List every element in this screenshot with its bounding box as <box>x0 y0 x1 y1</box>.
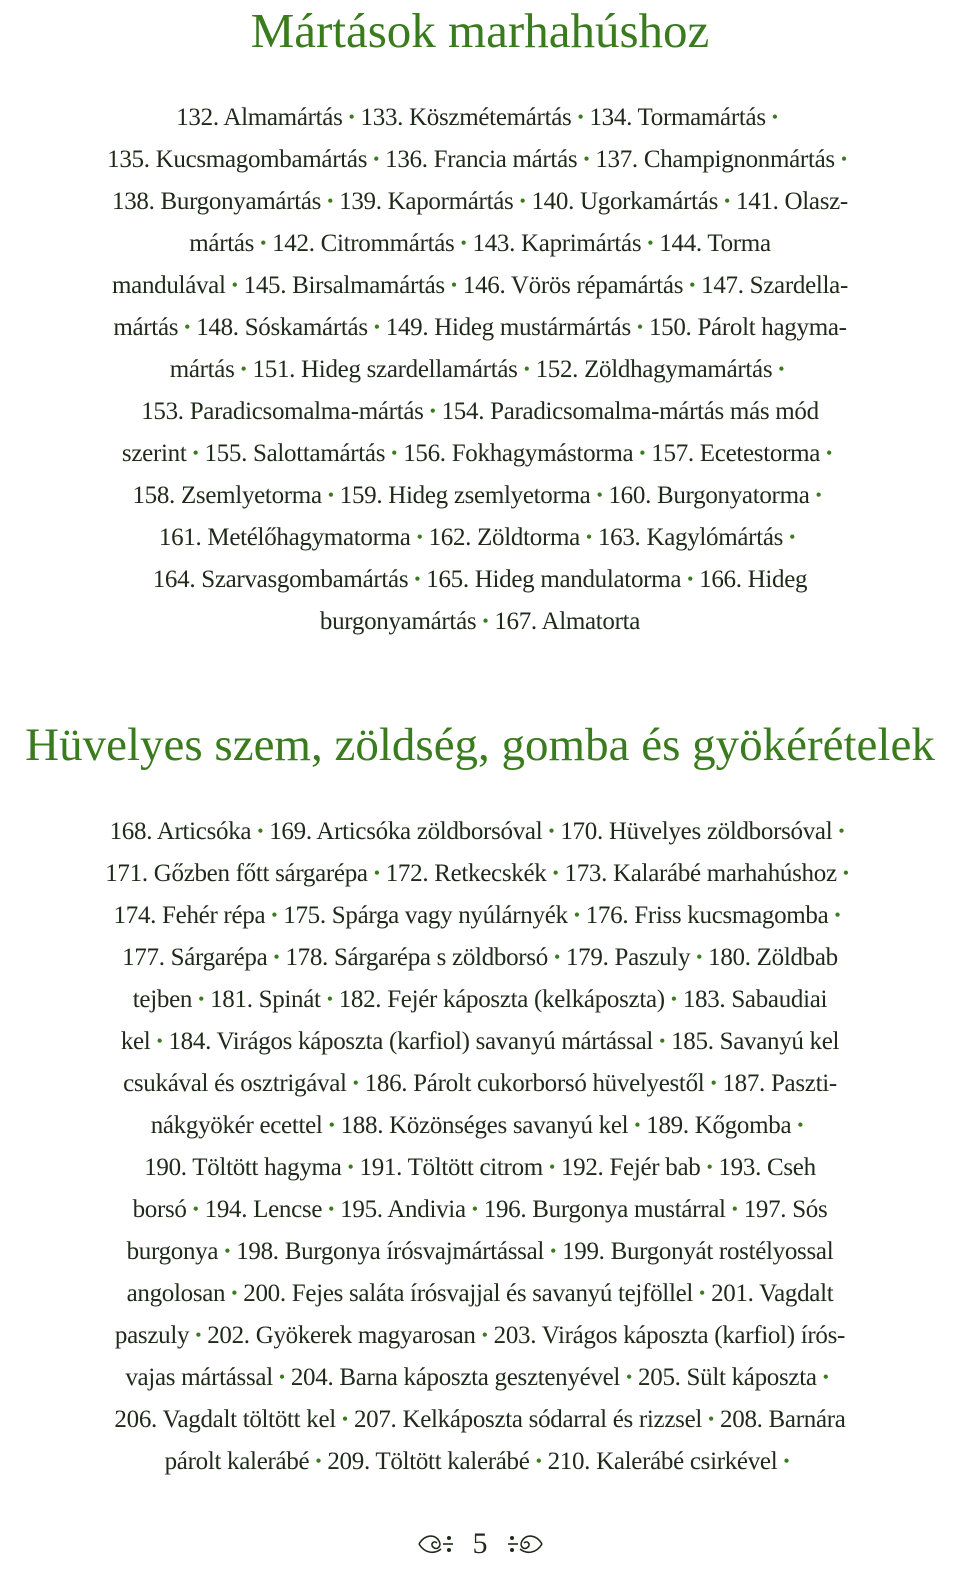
bullet-separator-icon: • <box>838 821 845 841</box>
bullet-separator-icon: • <box>708 1409 715 1429</box>
bullet-separator-icon: • <box>670 989 677 1009</box>
bullet-separator-icon: • <box>192 443 199 463</box>
bullet-separator-icon: • <box>634 1115 641 1135</box>
bullet-separator-icon: • <box>687 569 694 589</box>
recipe-entry: 146. Vörös répamártás <box>462 272 684 299</box>
recipe-entry: 138. Burgonyamártás <box>112 188 322 215</box>
recipe-entry: 156. Fokhagymástorma <box>403 440 634 467</box>
bullet-separator-icon: • <box>596 485 603 505</box>
bullet-separator-icon: • <box>328 1199 335 1219</box>
page-number: 5 <box>472 1527 488 1560</box>
recipe-line <box>0 348 960 390</box>
bullet-separator-icon: • <box>548 1157 555 1177</box>
recipe-entry: 145. Birsalmamártás <box>243 272 445 299</box>
recipe-entry: 184. Virágos káposzta (karfiol) savanyú mártással <box>168 1028 654 1055</box>
recipe-entry: mártás <box>189 230 255 257</box>
recipe-line <box>0 1314 960 1356</box>
bullet-separator-icon: • <box>696 947 703 967</box>
page-footer <box>0 1522 960 1566</box>
recipe-line <box>0 516 960 558</box>
recipe-entry: 183. Sabaudiai <box>682 986 828 1013</box>
recipe-line <box>0 1104 960 1146</box>
recipe-entry: 163. Kagylómártás <box>597 524 784 551</box>
recipe-line <box>0 264 960 306</box>
recipe-entry: 197. Sós <box>743 1196 828 1223</box>
recipe-entry: burgonya <box>126 1238 219 1265</box>
bullet-separator-icon: • <box>373 149 380 169</box>
recipe-line <box>0 558 960 600</box>
bullet-separator-icon: • <box>822 1367 829 1387</box>
recipe-entry: 166. Hideg <box>699 566 808 593</box>
bullet-separator-icon: • <box>699 1283 706 1303</box>
recipe-entry: 149. Hideg mustármártás <box>385 314 631 341</box>
recipe-entry: 202. Gyökerek magyarosan <box>207 1322 476 1349</box>
recipe-line <box>0 180 960 222</box>
recipe-entry: 167. Almatorta <box>494 608 641 635</box>
recipe-list-sauces <box>0 96 960 642</box>
recipe-entry: csukával és osztrigával <box>123 1070 347 1097</box>
bullet-separator-icon: • <box>416 527 423 547</box>
recipe-line <box>0 1356 960 1398</box>
recipe-entry: 168. Articsóka <box>109 818 252 845</box>
recipe-entry: 201. Vagdalt <box>711 1280 834 1307</box>
bullet-separator-icon: • <box>535 1451 542 1471</box>
recipe-line <box>0 1146 960 1188</box>
recipe-entry: tejben <box>132 986 193 1013</box>
recipe-entry: angolosan <box>126 1280 226 1307</box>
recipe-line <box>0 306 960 348</box>
recipe-entry: 152. Zöldhagymamártás <box>535 356 773 383</box>
recipe-entry: mártás <box>113 314 179 341</box>
recipe-entry: 162. Zöldtorma <box>428 524 580 551</box>
recipe-entry: 139. Kapormártás <box>339 188 514 215</box>
recipe-entry: 173. Kalarábé marhahúshoz <box>564 860 837 887</box>
recipe-entry: 135. Kucsmagombamártás <box>107 146 368 173</box>
recipe-entry: 208. Barnára <box>720 1406 846 1433</box>
bullet-separator-icon: • <box>519 191 526 211</box>
recipe-entry: 161. Metélőhagymatorma <box>158 524 411 551</box>
recipe-entry: 180. Zöldbab <box>708 944 838 971</box>
recipe-line <box>0 390 960 432</box>
bullet-separator-icon: • <box>583 149 590 169</box>
recipe-entry: 187. Paszti- <box>722 1070 837 1097</box>
recipe-entry: mártás <box>169 356 235 383</box>
recipe-entry: 176. Friss kucsmagomba <box>585 902 829 929</box>
bullet-separator-icon: • <box>783 1451 790 1471</box>
recipe-entry: 154. Paradicsomalma-mártás más mód <box>441 398 819 425</box>
recipe-entry: 148. Sóskamártás <box>196 314 368 341</box>
bullet-separator-icon: • <box>352 1073 359 1093</box>
recipe-entry: 181. Spinát <box>210 986 321 1013</box>
bullet-separator-icon: • <box>577 107 584 127</box>
bullet-separator-icon: • <box>789 527 796 547</box>
bullet-separator-icon: • <box>347 1157 354 1177</box>
bullet-separator-icon: • <box>481 1325 488 1345</box>
recipe-entry: 204. Barna káposzta gesztenyével <box>290 1364 621 1391</box>
bullet-separator-icon: • <box>731 1199 738 1219</box>
bullet-separator-icon: • <box>471 1199 478 1219</box>
bullet-separator-icon: • <box>231 275 238 295</box>
recipe-line <box>0 96 960 138</box>
recipe-entry: 186. Párolt cukorborsó hüvelyestől <box>364 1070 705 1097</box>
bullet-separator-icon: • <box>706 1157 713 1177</box>
recipe-entry: 133. Köszmétemártás <box>360 104 572 131</box>
recipe-entry: 182. Fejér káposzta (kelkáposzta) <box>338 986 665 1013</box>
bullet-separator-icon: • <box>626 1367 633 1387</box>
bullet-separator-icon: • <box>636 317 643 337</box>
recipe-entry: 142. Citrommártás <box>272 230 455 257</box>
recipe-entry: burgonyamártás <box>319 608 477 635</box>
recipe-line <box>0 852 960 894</box>
recipe-line <box>0 1188 960 1230</box>
recipe-entry: 134. Tormamártás <box>589 104 766 131</box>
recipe-entry: 153. Paradicsomalma-mártás <box>141 398 424 425</box>
recipe-line <box>0 978 960 1020</box>
recipe-entry: 196. Burgonya mustárral <box>483 1196 726 1223</box>
recipe-entry: mandulával <box>112 272 226 299</box>
bullet-separator-icon: • <box>482 611 489 631</box>
recipe-line <box>0 810 960 852</box>
recipe-entry: 188. Közönséges savanyú kel <box>340 1112 629 1139</box>
recipe-entry: 191. Töltött citrom <box>359 1154 543 1181</box>
recipe-entry: 141. Olasz- <box>736 188 848 215</box>
recipe-list-vegetables <box>0 810 960 1482</box>
bullet-separator-icon: • <box>585 527 592 547</box>
recipe-entry: 136. Francia mártás <box>385 146 578 173</box>
bullet-separator-icon: • <box>724 191 731 211</box>
bullet-separator-icon: • <box>260 233 267 253</box>
recipe-entry: kel <box>120 1028 151 1055</box>
recipe-line <box>0 936 960 978</box>
recipe-entry: 179. Paszuly <box>565 944 691 971</box>
recipe-entry: 177. Sárgarépa <box>122 944 268 971</box>
bullet-separator-icon: • <box>328 1115 335 1135</box>
bullet-separator-icon: • <box>326 989 333 1009</box>
bullet-separator-icon: • <box>341 1409 348 1429</box>
bullet-separator-icon: • <box>771 107 778 127</box>
recipe-entry: 205. Sült káposzta <box>638 1364 817 1391</box>
bullet-separator-icon: • <box>659 1031 666 1051</box>
recipe-entry: 190. Töltött hagyma <box>144 1154 342 1181</box>
recipe-line <box>0 894 960 936</box>
recipe-entry: 159. Hideg zsemlyetorma <box>339 482 591 509</box>
recipe-entry: vajas mártással <box>125 1364 273 1391</box>
recipe-entry: 140. Ugorkamártás <box>531 188 718 215</box>
section-title-vegetables: Hüvelyes szem, zöldség, gomba és gyökérételek <box>25 719 935 771</box>
recipe-entry: 137. Champignonmártás <box>595 146 835 173</box>
bullet-separator-icon: • <box>834 905 841 925</box>
bullet-separator-icon: • <box>450 275 457 295</box>
recipe-entry: 209. Töltött kalerábé <box>327 1448 530 1475</box>
bullet-separator-icon: • <box>315 1451 322 1471</box>
bullet-separator-icon: • <box>826 443 833 463</box>
recipe-line <box>0 1440 960 1482</box>
bullet-separator-icon: • <box>273 947 280 967</box>
bullet-separator-icon: • <box>224 1241 231 1261</box>
recipe-entry: 160. Burgonyatorma <box>608 482 810 509</box>
recipe-entry: 155. Salottamártás <box>204 440 386 467</box>
recipe-line <box>0 222 960 264</box>
bullet-separator-icon: • <box>373 863 380 883</box>
bullet-separator-icon: • <box>689 275 696 295</box>
recipe-line <box>0 474 960 516</box>
bullet-separator-icon: • <box>550 1241 557 1261</box>
recipe-entry: 192. Fejér bab <box>560 1154 701 1181</box>
recipe-entry: borsó <box>132 1196 187 1223</box>
recipe-entry: 198. Burgonya írósvajmártással <box>236 1238 545 1265</box>
recipe-line <box>0 600 960 642</box>
bullet-separator-icon: • <box>778 359 785 379</box>
recipe-line <box>0 1398 960 1440</box>
recipe-entry: 143. Kaprimártás <box>472 230 642 257</box>
recipe-entry: 170. Hüvelyes zöldborsóval <box>560 818 833 845</box>
bullet-separator-icon: • <box>710 1073 717 1093</box>
recipe-entry: 206. Vagdalt töltött kel <box>114 1406 336 1433</box>
recipe-entry: 195. Andivia <box>340 1196 466 1223</box>
recipe-line <box>0 138 960 180</box>
recipe-entry: 164. Szarvasgombamártás <box>152 566 409 593</box>
recipe-entry: 132. Almamártás <box>176 104 343 131</box>
bullet-separator-icon: • <box>414 569 421 589</box>
bullet-separator-icon: • <box>552 863 559 883</box>
recipe-entry: nákgyökér ecettel <box>150 1112 323 1139</box>
recipe-entry: 189. Kőgomba <box>646 1112 792 1139</box>
bullet-separator-icon: • <box>231 1283 238 1303</box>
recipe-entry: 175. Spárga vagy nyúlárnyék <box>283 902 568 929</box>
bullet-separator-icon: • <box>240 359 247 379</box>
bullet-separator-icon: • <box>348 107 355 127</box>
recipe-entry: 172. Retkecskék <box>385 860 547 887</box>
fleuron-right-icon <box>504 1529 546 1559</box>
recipe-entry: 199. Burgonyát rostélyossal <box>562 1238 834 1265</box>
bullet-separator-icon: • <box>327 191 334 211</box>
recipe-entry: 151. Hideg szardellamártás <box>252 356 518 383</box>
recipe-entry: 150. Párolt hagyma- <box>648 314 847 341</box>
recipe-line <box>0 1272 960 1314</box>
bullet-separator-icon: • <box>815 485 822 505</box>
recipe-entry: 185. Savanyú kel <box>671 1028 840 1055</box>
bullet-separator-icon: • <box>639 443 646 463</box>
recipe-entry: 171. Gőzben főtt sárgarépa <box>105 860 368 887</box>
recipe-entry: párolt kalerábé <box>164 1448 310 1475</box>
recipe-entry: 165. Hideg mandulatorma <box>426 566 682 593</box>
bullet-separator-icon: • <box>553 947 560 967</box>
bullet-separator-icon: • <box>840 149 847 169</box>
bullet-separator-icon: • <box>647 233 654 253</box>
bullet-separator-icon: • <box>573 905 580 925</box>
recipe-entry: 207. Kelkáposzta sódarral és rizzsel <box>353 1406 703 1433</box>
section-title-sauces: Mártások marhahúshoz <box>250 3 710 58</box>
recipe-entry: 158. Zsemlyetorma <box>132 482 322 509</box>
bullet-separator-icon: • <box>192 1199 199 1219</box>
recipe-entry: 157. Ecetestorma <box>651 440 821 467</box>
bullet-separator-icon: • <box>797 1115 804 1135</box>
bullet-separator-icon: • <box>460 233 467 253</box>
recipe-entry: 147. Szardella- <box>701 272 848 299</box>
bullet-separator-icon: • <box>156 1031 163 1051</box>
recipe-line <box>0 432 960 474</box>
recipe-entry: 194. Lencse <box>204 1196 323 1223</box>
bullet-separator-icon: • <box>184 317 191 337</box>
bullet-separator-icon: • <box>548 821 555 841</box>
recipe-entry: 200. Fejes saláta írósvajjal és savanyú tejföllel <box>243 1280 694 1307</box>
recipe-entry: 210. Kalerábé csirkével <box>547 1448 778 1475</box>
recipe-line <box>0 1230 960 1272</box>
bullet-separator-icon: • <box>257 821 264 841</box>
recipe-entry: szerint <box>121 440 187 467</box>
bullet-separator-icon: • <box>842 863 849 883</box>
bullet-separator-icon: • <box>198 989 205 1009</box>
bullet-separator-icon: • <box>373 317 380 337</box>
bullet-separator-icon: • <box>278 1367 285 1387</box>
bullet-separator-icon: • <box>523 359 530 379</box>
fleuron-left-icon <box>415 1529 457 1559</box>
recipe-line <box>0 1062 960 1104</box>
recipe-entry: 144. Torma <box>659 230 771 257</box>
recipe-entry: 178. Sárgarépa s zöldborsó <box>285 944 548 971</box>
recipe-entry: 174. Fehér répa <box>113 902 266 929</box>
recipe-entry: 169. Articsóka zöldborsóval <box>269 818 543 845</box>
recipe-entry: 203. Virágos káposzta (karfiol) írós- <box>493 1322 846 1349</box>
recipe-entry: 193. Cseh <box>718 1154 816 1181</box>
recipe-entry: paszuly <box>114 1322 190 1349</box>
bullet-separator-icon: • <box>391 443 398 463</box>
recipe-line <box>0 1020 960 1062</box>
bullet-separator-icon: • <box>271 905 278 925</box>
bullet-separator-icon: • <box>327 485 334 505</box>
bullet-separator-icon: • <box>429 401 436 421</box>
bullet-separator-icon: • <box>195 1325 202 1345</box>
